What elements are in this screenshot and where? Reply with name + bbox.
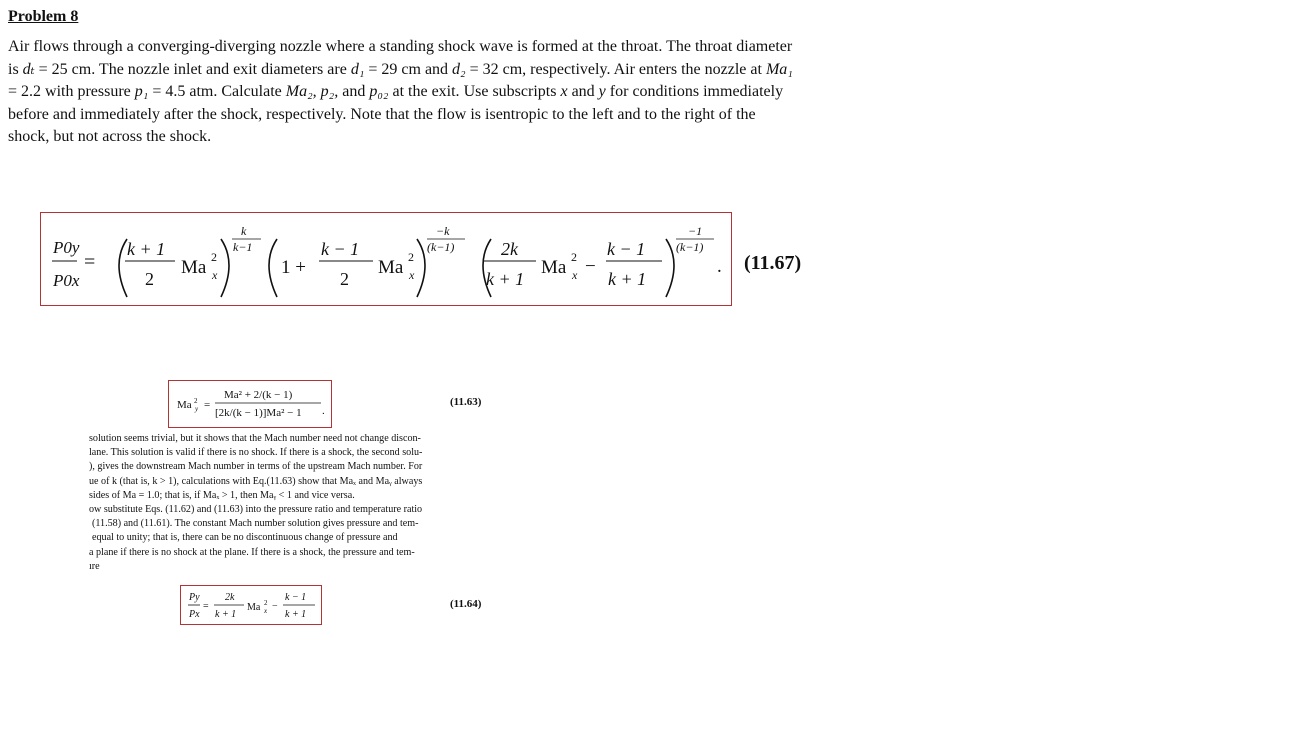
g1-sub: x	[212, 268, 218, 282]
eq1163-num: Ma² + 2/(k − 1)	[224, 389, 293, 401]
eq1163-lhs-sub: y	[195, 405, 199, 413]
sentence-4-b: = 2.2 with pressure	[8, 83, 131, 100]
g3-sup: 2	[571, 250, 577, 264]
excerpt-line: a plane if there is no shock at the plane. If there is a shock, the pressure and tem-	[89, 546, 415, 558]
sentence-2-a: The throat diameter is	[8, 38, 793, 78]
sentence-5-b: and	[342, 83, 366, 100]
eq1164-k-plus-1-b: k + 1	[285, 609, 307, 620]
sentence-3-b: = 29 cm and	[368, 60, 449, 78]
g3-2k: 2k	[501, 239, 518, 259]
equation-11-63-svg	[169, 381, 331, 427]
equation-11-67-number: (11.67)	[744, 252, 802, 274]
lhs-po-y: P0y	[53, 238, 80, 257]
g1-two: 2	[145, 269, 154, 289]
symbol-ma2-p2: Ma₂, p₂,	[285, 83, 339, 100]
sentence-2-b: = 25 cm.	[38, 60, 96, 78]
equation-11-67-svg	[41, 213, 731, 305]
sentence-3-c: = 32 cm, respectively.	[469, 60, 611, 78]
paren-open-2	[269, 239, 277, 297]
eq1164-sup: 2	[264, 599, 268, 607]
problem-statement	[8, 36, 798, 149]
symbol-p1: p₁	[134, 83, 149, 100]
g2-sub: x	[409, 268, 415, 282]
g2-sup: 2	[408, 250, 414, 264]
symbol-dt: dₜ	[22, 60, 35, 78]
eq1163-lhs: Ma	[177, 399, 192, 411]
eq1163-equals: =	[204, 399, 211, 411]
symbol-ma1: Ma₁	[765, 60, 793, 78]
g3-k-minus-1: k − 1	[607, 239, 646, 259]
sentence-6-a: Use subscripts	[463, 83, 557, 100]
sentence-1: Air flows through a converging-diverging nozzle where a standing shock wave is formed at the throat.	[8, 38, 663, 55]
problem-heading: Problem 8	[8, 8, 79, 25]
equation-11-67-box	[40, 212, 732, 306]
equation-11-63-box	[168, 380, 332, 428]
sentence-3-a: The nozzle inlet and exit diameters are	[98, 60, 347, 78]
sentence-5-c: at the exit.	[392, 83, 460, 100]
sentence-4-a: Air enters the nozzle at	[613, 60, 762, 78]
g3-k-plus-1-a: k + 1	[486, 269, 525, 289]
equation-11-64-number: (11.64)	[450, 598, 482, 610]
excerpt-line: ue of k (that is, k > 1), calculations with Eq.(11.63) show that Maₓ and Maᵧ always	[89, 475, 423, 487]
eq1164-2k: 2k	[225, 592, 235, 603]
g3-period: .	[717, 256, 722, 277]
sentence-6-b: and	[571, 83, 595, 100]
eq1163-period: .	[322, 405, 325, 417]
g2-k-minus-1: k − 1	[321, 239, 360, 259]
g2-ma: Ma	[378, 257, 404, 278]
exp1-den: k−1	[233, 240, 253, 254]
sentence-6-c: for conditions immediately before and immediately after the shock, respectively.	[8, 83, 784, 123]
paren-open-1	[119, 239, 127, 297]
sentence-5-a: Calculate	[221, 83, 282, 100]
g3-ma: Ma	[541, 257, 567, 278]
sentence-7: Note that the flow is isentropic to the left and to the right of the shock, but not across the shock.	[8, 105, 756, 145]
equation-11-64-box	[180, 585, 322, 625]
paren-close-2	[417, 239, 425, 297]
g1-sup: 2	[211, 250, 217, 264]
g2-two: 2	[340, 269, 349, 289]
excerpt-line: (11.58) and (11.61). The constant Mach number solution gives pressure and tem-	[92, 518, 419, 530]
symbol-d2: d₂	[452, 60, 466, 78]
exp1-num: k	[241, 224, 247, 238]
exp2-den: (k−1)	[427, 240, 455, 254]
symbol-y: y	[598, 83, 606, 100]
equation-11-64-svg	[181, 586, 321, 624]
g1-k-plus-1: k + 1	[127, 239, 166, 259]
eq1164-sub: x	[264, 607, 268, 615]
eq1164-px: Px	[189, 609, 200, 620]
textbook-excerpt	[89, 432, 485, 574]
excerpt-line: sides of Ma = 1.0; that is, if Maₓ > 1, then Maᵧ < 1 and vice versa.	[89, 489, 355, 501]
exp2-num: −k	[436, 224, 450, 238]
excerpt-line: ), gives the downstream Mach number in terms of the upstream Mach number. For	[89, 461, 423, 473]
eq1163-den: [2k/(k − 1)]Ma² − 1	[215, 407, 302, 419]
g2-one-plus: 1 +	[281, 257, 306, 278]
paren-close-3	[666, 239, 674, 297]
lhs-po-x: P0x	[53, 271, 80, 290]
eq1164-py: Py	[189, 592, 200, 603]
g3-sub: x	[572, 268, 578, 282]
eq1164-k-minus-1: k − 1	[285, 592, 307, 603]
equals-sign: =	[84, 251, 96, 273]
eq1164-ma: Ma	[247, 602, 261, 613]
exp3-den: (k−1)	[676, 240, 704, 254]
excerpt-line: solution seems trivial, but it shows that the Mach number need not change discon-	[89, 433, 421, 444]
paren-close-1	[221, 239, 229, 297]
sentence-4-c: = 4.5 atm.	[152, 83, 218, 100]
excerpt-line: ıre	[89, 560, 100, 572]
eq1164-k-plus-1-a: k + 1	[215, 609, 237, 620]
excerpt-line: equal to unity; that is, there can be no discontinuous change of pressure and	[92, 532, 398, 544]
g1-ma: Ma	[181, 257, 207, 278]
g3-k-plus-1-b: k + 1	[608, 269, 647, 289]
eq1164-minus: −	[272, 601, 278, 612]
symbol-d1: d₁	[350, 60, 365, 78]
exp3-num: −1	[688, 224, 703, 238]
excerpt-line: lane. This solution is valid if there is no shock. If there is a shock, the second solu-	[89, 447, 423, 459]
symbol-x: x	[560, 83, 568, 100]
g3-minus: −	[585, 256, 596, 277]
eq1164-equals: =	[203, 601, 209, 612]
symbol-po2: p₀₂	[369, 83, 389, 100]
excerpt-line: ow substitute Eqs. (11.62) and (11.63) into the pressure ratio and temperature ratio	[89, 504, 423, 516]
eq1163-lhs-sup: 2	[194, 397, 198, 405]
equation-11-63-number: (11.63)	[450, 396, 482, 408]
